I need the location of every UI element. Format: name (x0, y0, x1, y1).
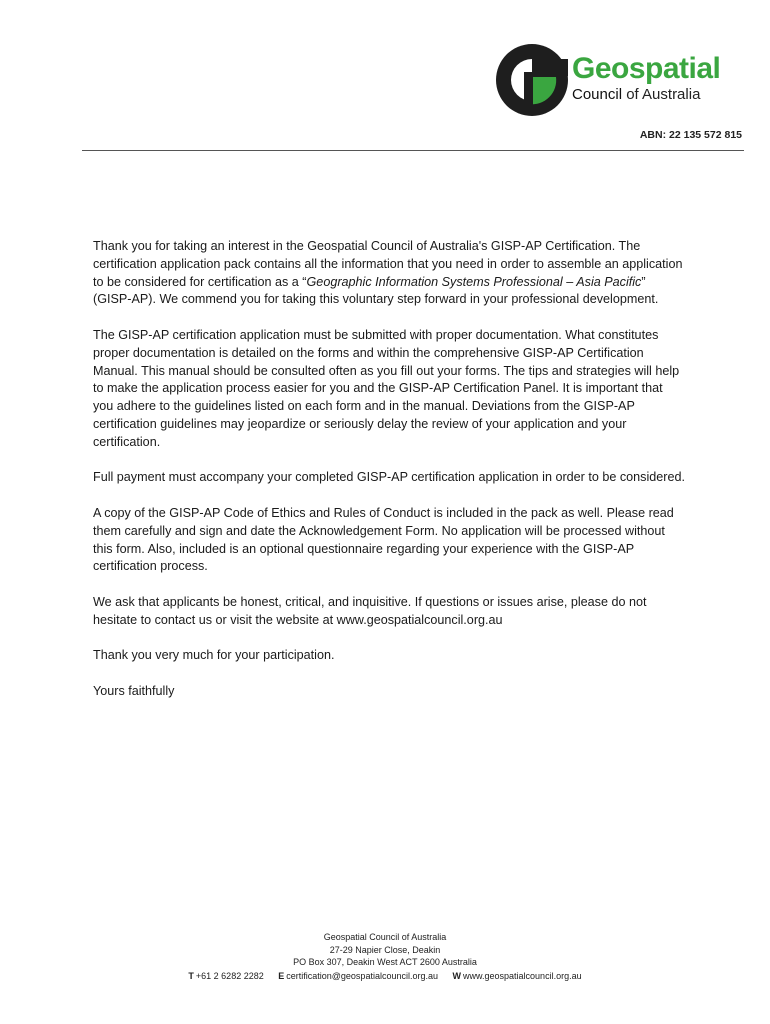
letter-paragraph-1: Thank you for taking an interest in the Geospatial Council of Australia's GISP-AP Certification. The certification application pack contains all the information that you need in order to assemble an application to be considered for certification as a “Geographic Information Systems Professional – Asia Pacific” (GISP-AP). We commend you for taking this voluntary step forward in your professional development. (93, 239, 683, 307)
footer (0, 931, 770, 982)
footer-contact-line (0, 970, 770, 983)
geospatial-g-logo-icon (496, 44, 568, 116)
phone-label: T (188, 970, 194, 981)
letter-paragraph-6: Thank you very much for your participation. (93, 648, 335, 663)
email-label: E (278, 970, 285, 981)
header-divider (82, 150, 744, 151)
footer-postal-address: PO Box 307, Deakin West ACT 2600 Australia (293, 957, 477, 967)
organization-logo (496, 44, 746, 116)
footer-org-name: Geospatial Council of Australia (323, 932, 447, 942)
logo-subtitle-rest: of Australia (622, 86, 701, 103)
footer-email-link[interactable]: certification@geospatialcouncil.org.au (286, 970, 438, 981)
web-label: W (452, 970, 462, 981)
letter-paragraph-4: A copy of the GISP-AP Code of Ethics and Rules of Conduct is included in the pack as well. Please read them carefully and sign and date the Acknowledgement Form. No application will be processed without this form. Also, included is an optional questionnaire regarding your experience with the GISP-AP certification process. (93, 505, 674, 574)
abn-number: ABN: 22 135 572 815 (639, 129, 742, 141)
footer-phone: +61 2 6282 2282 (195, 970, 264, 981)
logo-wordmark (572, 54, 720, 104)
footer-website-link[interactable]: www.geospatialcouncil.org.au (463, 970, 582, 981)
logo-title: Geospatial (572, 52, 721, 85)
italic-title: Geographic Information Systems Professional – Asia Pacific (306, 274, 642, 289)
letter-body (93, 238, 685, 719)
logo-subtitle (572, 86, 720, 104)
footer-street-address: 27-29 Napier Close, Deakin (329, 944, 441, 955)
letter-paragraph-2: The GISP-AP certification application must be submitted with proper documentation. What constitutes proper documentation is detailed on the forms and within the comprehensive GISP-AP Certification Manual. This manual should be consulted often as you fill out your forms. The tips and strategies will help to make the application process easier for you and the GISP-AP Certification Panel. It is important that you adhere to the guidelines listed on each form and in the manual. Deviations from the GISP-AP certification guidelines may jeopardize or seriously delay the review of your application and your certification. (93, 327, 680, 449)
logo-subtitle-bold: Council (572, 86, 623, 103)
letter-closing: Yours faithfully (93, 683, 175, 698)
letter-paragraph-3: Full payment must accompany your completed GISP-AP certification application in order to be considered. (93, 470, 685, 485)
letter-paragraph-5: We ask that applicants be honest, critical, and inquisitive. If questions or issues arise, please do not hesitate to contact us or visit the website at www.geospatialcouncil.org.au (93, 594, 647, 627)
